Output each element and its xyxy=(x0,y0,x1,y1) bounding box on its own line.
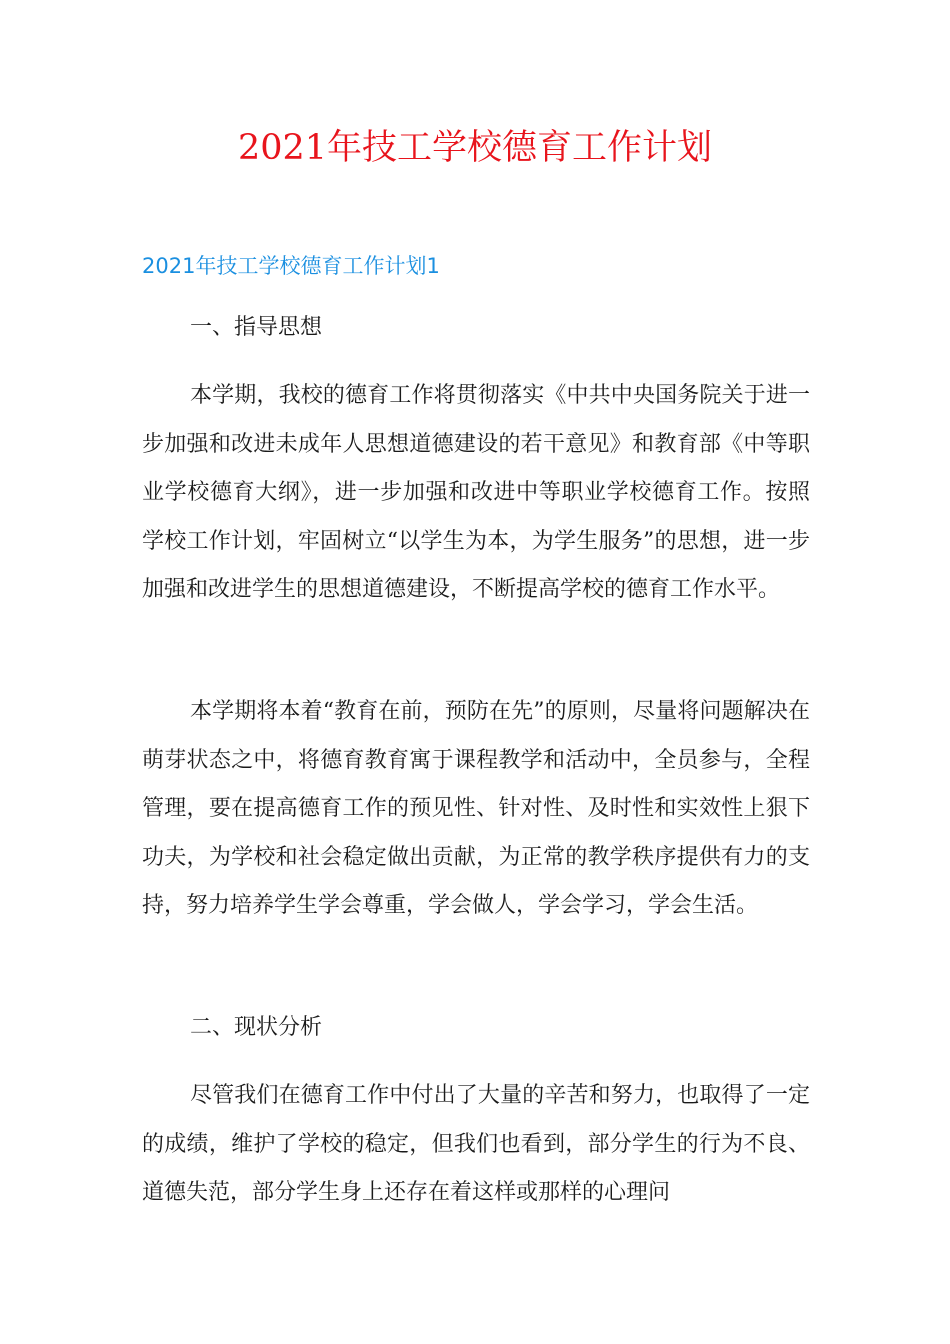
subheading-guiding-ideology: 一、指导思想 xyxy=(190,315,323,340)
document-title: 2021年技工学校德育工作计划 xyxy=(237,128,713,168)
paragraph-2: 本学期将本着“教育在前，预防在先”的原则，尽量将问题解决在萌芽状态之中，将德育教育寓于课程教学和活动中，全员参与，全程管理，要在提高德育工作的预见性、针对性、及时性和实效性上狠下功夫，为学校和社会稳定做出贡献，为正常的教学秩序提供有力的支持，努力培养学生学会尊重，学会做人，学会学习，学会生活。 xyxy=(142,699,810,918)
paragraph-3: 尽管我们在德育工作中付出了大量的辛苦和努力，也取得了一定的成绩，维护了学校的稳定，但我们也看到，部分学生的行为不良、道德失范，部分学生身上还存在着这样或那样的心理问 xyxy=(142,1083,810,1205)
subheading-status-analysis: 二、现状分析 xyxy=(190,1015,323,1040)
section-heading: 2021年技工学校德育工作计划1 xyxy=(142,254,440,278)
paragraph-1: 本学期，我校的德育工作将贯彻落实《中共中央国务院关于进一步加强和改进未成年人思想道德建设的若干意见》和教育部《中等职业学校德育大纲》，进一步加强和改进中等职业学校德育工作。按照学校工作计划，牢固树立“以学生为本，为学生服务”的思想，进一步加强和改进学生的思想道德建设，不断提高学校的德育工作水平。 xyxy=(142,383,810,602)
